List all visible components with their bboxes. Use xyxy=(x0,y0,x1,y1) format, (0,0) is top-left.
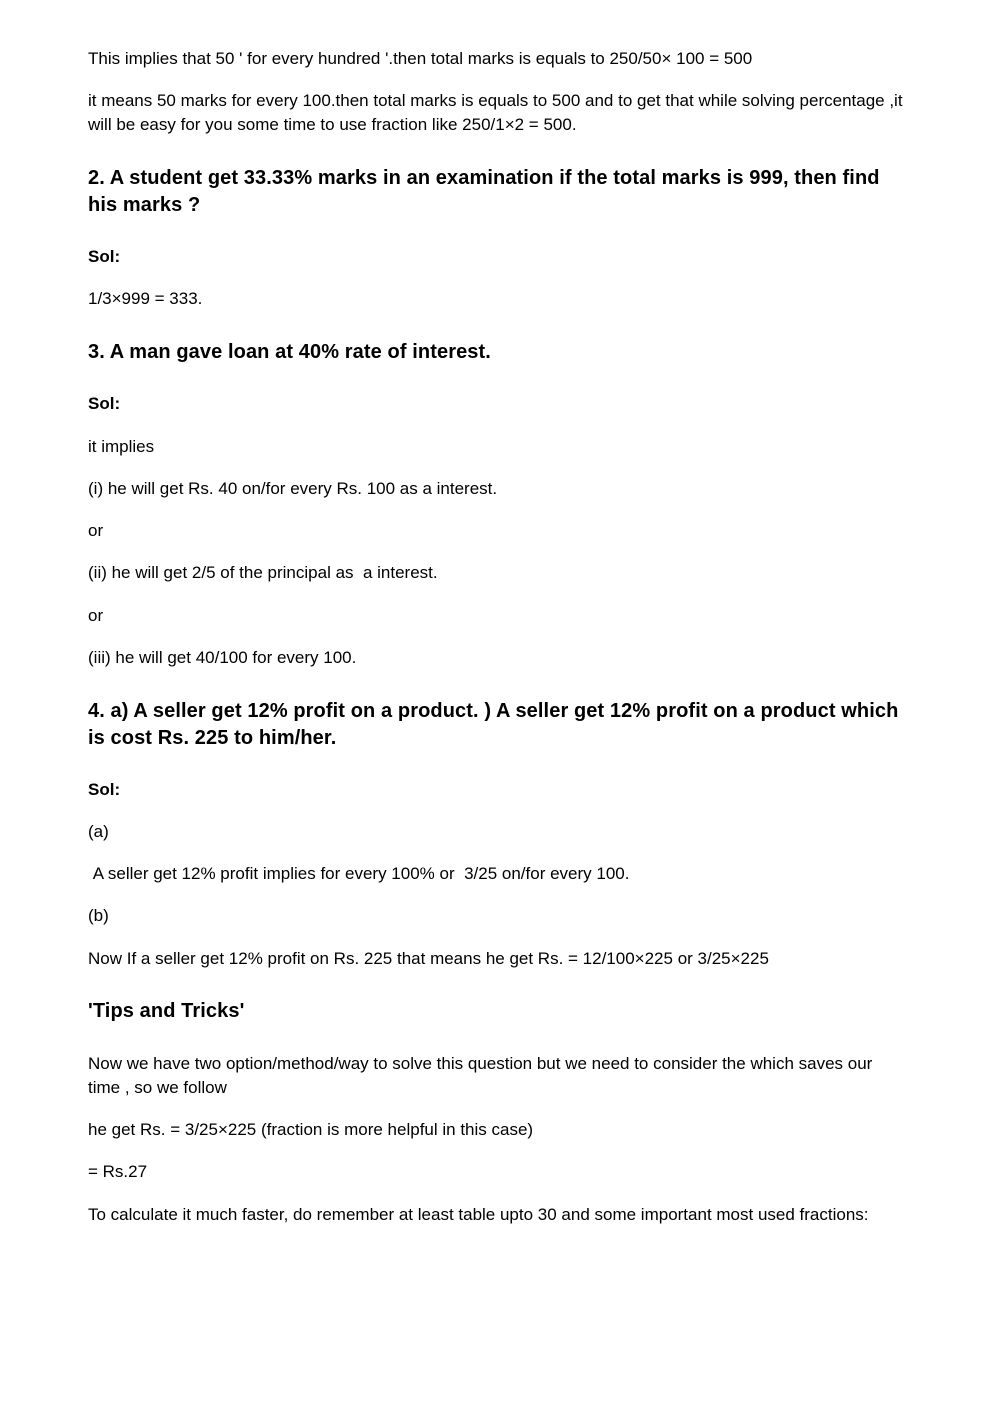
question-2-answer: 1/3×999 = 333. xyxy=(88,289,203,308)
paragraph-total-marks: This implies that 50 ' for every hundred '.then total marks is equals to 250/50× 100 = 500 xyxy=(88,49,753,68)
question-3-or-1: or xyxy=(88,521,104,540)
question-4-part-a-label: (a) xyxy=(88,822,109,841)
tips-line-3: = Rs.27 xyxy=(88,1162,148,1181)
question-4-part-a-text: A seller get 12% profit implies for every 100% or 3/25 on/for every 100. xyxy=(88,864,630,883)
question-4-heading: 4. a) A seller get 12% profit on a product. ) A seller get 12% profit on a product which is cost Rs. 225 to him/her. xyxy=(88,700,899,749)
paragraph-fraction-explanation: it means 50 marks for every 100.then total marks is equals to 500 and to get that while solving percentage ,it will be easy for you some time to use fraction like 250/1×2 = 500. xyxy=(88,91,908,134)
question-3-or-2: or xyxy=(88,606,104,625)
tips-line-2: he get Rs. = 3/25×225 (fraction is more helpful in this case) xyxy=(88,1120,534,1139)
question-2-heading: 2. A student get 33.33% marks in an examination if the total marks is 999, then find his marks ? xyxy=(88,167,880,216)
question-2-sol-label: Sol: xyxy=(88,247,121,266)
question-3-line-2: (i) he will get Rs. 40 on/for every Rs. 100 as a interest. xyxy=(88,479,498,498)
question-3-line-1: it implies xyxy=(88,437,155,456)
tips-line-1: Now we have two option/method/way to solve this question but we need to consider the which saves our time , so we follow xyxy=(88,1054,878,1097)
question-4-part-b-text: Now If a seller get 12% profit on Rs. 225 that means he get Rs. = 12/100×225 or 3/25×225 xyxy=(88,949,769,968)
question-4-sol-label: Sol: xyxy=(88,780,121,799)
question-3-line-3: (ii) he will get 2/5 of the principal as a interest. xyxy=(88,563,438,582)
question-3-sol-label: Sol: xyxy=(88,394,121,413)
tips-line-4: To calculate it much faster, do remember at least table upto 30 and some important most used fractions: xyxy=(88,1205,869,1224)
question-3-line-4: (iii) he will get 40/100 for every 100. xyxy=(88,648,357,667)
question-3-heading: 3. A man gave loan at 40% rate of interest. xyxy=(88,341,491,363)
question-4-part-b-label: (b) xyxy=(88,906,109,925)
tips-heading: 'Tips and Tricks' xyxy=(88,1000,245,1022)
